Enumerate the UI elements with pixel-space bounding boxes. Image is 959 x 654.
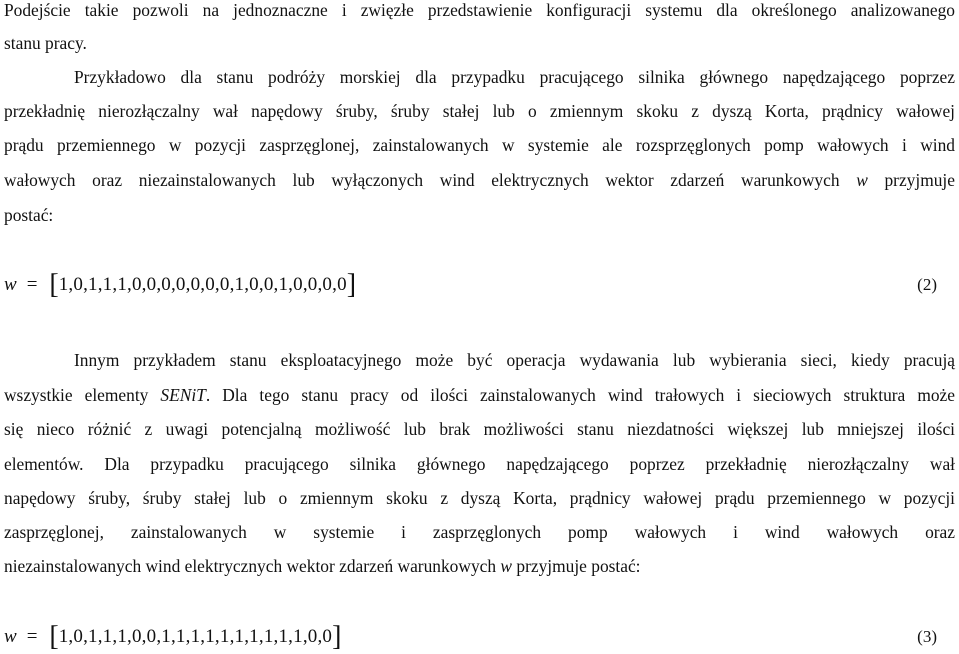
equation-number: (3) (917, 627, 937, 646)
paragraph-line (4, 385, 955, 405)
paragraph-line: Podejście takie pozwoli na jednoznaczne i zwięzłe przedstawienie konfiguracji systemu dla określonego analizowanego (4, 0, 955, 20)
paragraph-line: napędowy śruby, śruby stałej lub o zmiennym skoku z dyszą Korta, prądnicy wałowej prądu przemiennego w pozycji (4, 488, 955, 508)
paragraph-line: przekładnię nierozłączalny wał napędowy śruby, śruby stałej lub o zmiennym skoku z dyszą Korta, prądnicy wałowej (4, 101, 955, 121)
line-text: przyjmuje postać: (516, 556, 641, 576)
vector-symbol: w (856, 170, 868, 190)
open-bracket: [ (49, 269, 59, 300)
close-bracket: ] (332, 621, 342, 652)
vector-symbol: w (500, 556, 513, 576)
close-bracket: ] (346, 269, 357, 300)
line-text: . Dla tego stanu pracy od ilości zainstalowanych wind trałowych i sieciowych struktura może (205, 385, 955, 405)
equals-sign: = (26, 626, 38, 647)
paragraph-line: stanu pracy. (4, 33, 87, 53)
equation-variable: w (4, 274, 17, 295)
equation-variable: w (4, 626, 17, 647)
paragraph-line: postać: (4, 205, 54, 225)
paragraph-line: Innym przykładem stanu eksploatacyjnego może być operacja wydawania lub wybierania sieci, kiedy pracują (74, 350, 955, 370)
system-abbreviation: SENiT (160, 385, 206, 405)
paragraph-line: zasprzęglonej, zainstalowanych w systemie i zasprzęglonych pomp wałowych i wind wałowych oraz (4, 522, 955, 542)
equation-vector: 1,0,1,1,1,0,0,0,0,0,0,0,1,0,0,1,0,0,0,0 (58, 274, 347, 295)
equation-vector: 1,0,1,1,1,0,0,1,1,1,1,1,1,1,1,1,1,0,0 (58, 626, 333, 647)
equation-3 (4, 620, 959, 654)
equals-sign: = (26, 274, 38, 295)
paragraph-line: Przykładowo dla stanu podróży morskiej dla przypadku pracującego silnika głównego napędzającego poprzez (74, 67, 955, 87)
equation-number: (2) (917, 275, 937, 294)
line-text: wszystkie elementy (4, 385, 149, 405)
line-text: wałowych oraz niezainstalowanych lub wyłączonych wind elektrycznych wektor zdarzeń warunkowych (4, 170, 840, 190)
line-text: przyjmuje (884, 170, 955, 190)
line-text: niezainstalowanych wind elektrycznych wektor zdarzeń warunkowych (4, 556, 497, 576)
paragraph-line: elementów. Dla przypadku pracującego silnika głównego napędzającego poprzez przekładnię nierozłączalny wał (4, 454, 955, 474)
paragraph-line (4, 556, 955, 576)
paragraph-line (4, 170, 955, 190)
equation-2 (4, 268, 959, 302)
open-bracket: [ (49, 621, 59, 652)
paragraph-line: się nieco różnić z uwagi potencjalną możliwość lub brak możliwości stanu niezdatności większej lub mniejszej ilości (4, 419, 955, 439)
paragraph-line: prądu przemiennego w pozycji zasprzęglonej, zainstalowanych w systemie ale rozsprzęglonych pomp wałowych i wind (4, 135, 955, 155)
